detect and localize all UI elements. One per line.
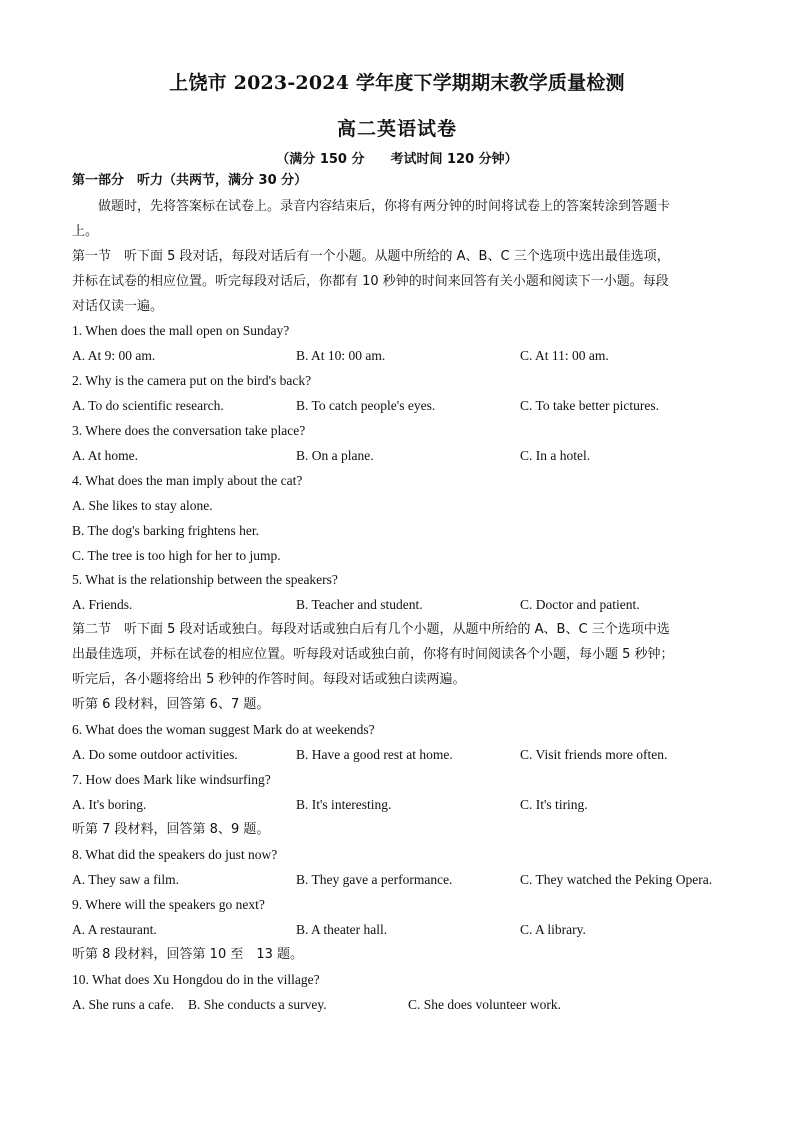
q10-option-c: C. She does volunteer work. xyxy=(408,997,561,1012)
section2-instructions-line-2: 出最佳选项，并标在试卷的相应位置。听每段对话或独白前，你将有时间阅读各个小题，每小题 5 秒钟； xyxy=(72,647,674,662)
section1-instructions-line-3: 对话仅读一遍。 xyxy=(72,299,164,314)
q1-option-c: C. At 11: 00 am. xyxy=(520,348,609,363)
q7-option-b: B. It's interesting. xyxy=(296,797,392,812)
q2-option-a: A. To do scientific research. xyxy=(72,398,224,413)
part1-intro-line-1: 做题时，先将答案标在试卷上。录音内容结束后，你将有两分钟的时间将试卷上的答案转涂到答题卡 xyxy=(72,199,671,214)
section1-instructions-line-1: 第一节 听下面 5 段对话，每段对话后有一个小题。从题中所给的 A、B、C 三个选项中选出最佳选项， xyxy=(72,249,670,264)
material-8-note: 听第 8 段材料，回答第 10 至 13 题。 xyxy=(72,947,304,962)
question-9: 9. Where will the speakers go next? xyxy=(72,897,265,912)
q8-option-c: C. They watched the Peking Opera. xyxy=(520,872,713,887)
question-7: 7. How does Mark like windsurfing? xyxy=(72,772,271,787)
question-10: 10. What does Xu Hongdou do in the village? xyxy=(72,972,320,987)
q4-option-b: B. The dog's barking frightens her. xyxy=(72,523,260,538)
q3-option-a: A. At home. xyxy=(72,448,138,463)
q8-option-a: A. They saw a film. xyxy=(72,872,179,887)
exam-info: （满分 150 分 考试时间 120 分钟） xyxy=(276,152,518,167)
q4-option-a: A. She likes to stay alone. xyxy=(72,498,213,513)
question-1: 1. When does the mall open on Sunday? xyxy=(72,323,290,338)
material-7-note: 听第 7 段材料，回答第 8、9 题。 xyxy=(72,822,270,837)
q10-option-a: A. She runs a cafe. xyxy=(72,997,174,1012)
material-6-note: 听第 6 段材料，回答第 6、7 题。 xyxy=(72,697,270,712)
q4-option-c: C. The tree is too high for her to jump. xyxy=(72,548,281,563)
question-4: 4. What does the man imply about the cat? xyxy=(72,473,303,488)
q2-option-c: C. To take better pictures. xyxy=(520,398,660,413)
q7-option-c: C. It's tiring. xyxy=(520,797,588,812)
q9-option-b: B. A theater hall. xyxy=(296,922,388,937)
q8-option-b: B. They gave a performance. xyxy=(296,872,453,887)
exam-subtitle: 高二英语试卷 xyxy=(336,118,457,140)
q1-option-b: B. At 10: 00 am. xyxy=(296,348,386,363)
q5-option-c: C. Doctor and patient. xyxy=(520,597,640,612)
q10-option-b: B. She conducts a survey. xyxy=(188,997,327,1012)
q6-option-a: A. Do some outdoor activities. xyxy=(72,747,238,762)
q9-option-c: C. A library. xyxy=(520,922,586,937)
q7-option-a: A. It's boring. xyxy=(72,797,147,812)
question-3: 3. Where does the conversation take place? xyxy=(72,423,306,438)
q1-option-a: A. At 9: 00 am. xyxy=(72,348,156,363)
question-2: 2. Why is the camera put on the bird's back? xyxy=(72,373,312,388)
q6-option-c: C. Visit friends more often. xyxy=(520,747,668,762)
section1-instructions-line-2: 并标在试卷的相应位置。听完每段对话后，你都有 10 秒钟的时间来回答有关小题和阅读下一小题。每段 xyxy=(72,274,669,289)
section2-instructions-line-1: 第二节 听下面 5 段对话或独白。每段对话或独白后有几个小题，从题中所给的 A、B、C 三个选项中选 xyxy=(72,622,670,637)
question-8: 8. What did the speakers do just now? xyxy=(72,847,278,862)
q3-option-b: B. On a plane. xyxy=(296,448,374,463)
q5-option-b: B. Teacher and student. xyxy=(296,597,423,612)
q3-option-c: C. In a hotel. xyxy=(520,448,591,463)
q6-option-b: B. Have a good rest at home. xyxy=(296,747,453,762)
q5-option-a: A. Friends. xyxy=(72,597,133,612)
part1-heading: 第一部分 听力（共两节，满分 30 分） xyxy=(72,173,308,188)
question-6: 6. What does the woman suggest Mark do at weekends? xyxy=(72,722,375,737)
part1-intro-line-2: 上。 xyxy=(72,224,99,239)
q2-option-b: B. To catch people's eyes. xyxy=(296,398,436,413)
section2-instructions-line-3: 听完后，各小题将给出 5 秒钟的作答时间。每段对话或独白读两遍。 xyxy=(72,672,466,687)
exam-title: 上饶市 2023-2024 学年度下学期期末教学质量检测 xyxy=(169,72,625,94)
question-5: 5. What is the relationship between the speakers? xyxy=(72,572,338,587)
q9-option-a: A. A restaurant. xyxy=(72,922,157,937)
